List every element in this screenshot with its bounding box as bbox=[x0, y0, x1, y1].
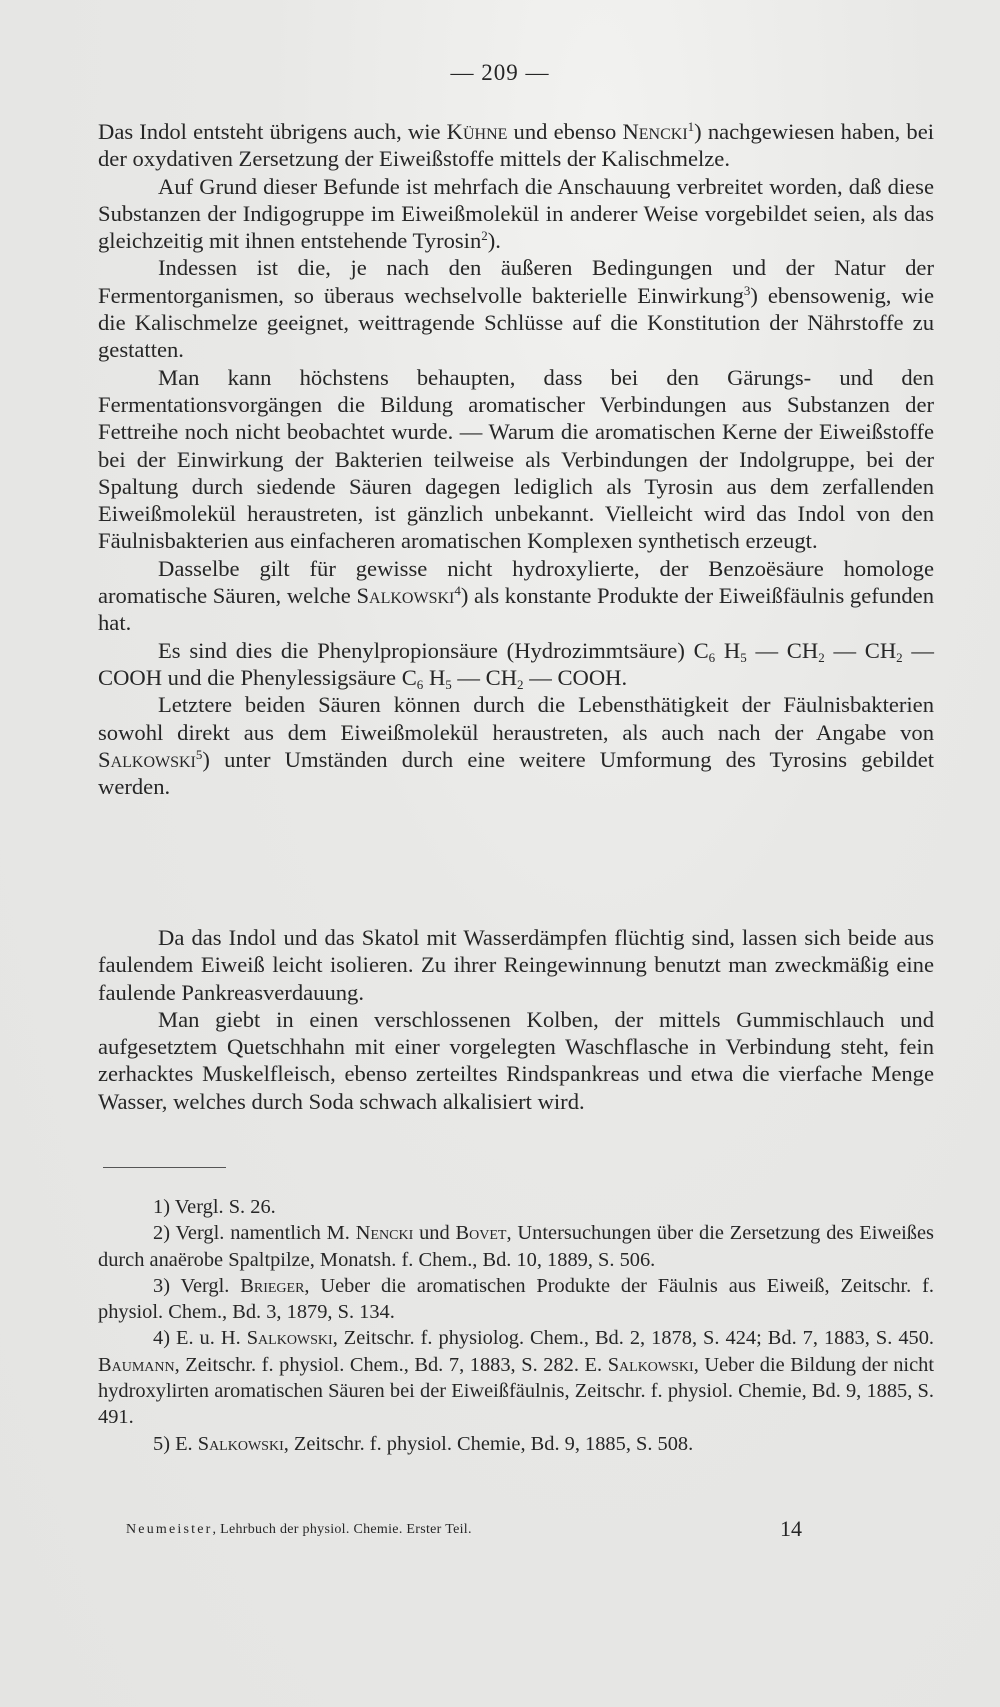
page-footer bbox=[98, 1518, 934, 1544]
text-run: — CH bbox=[746, 637, 819, 663]
author-name: Salkowski bbox=[607, 1353, 694, 1376]
paragraph bbox=[98, 118, 934, 173]
footnote-reference: 2 bbox=[481, 228, 488, 244]
text-run: ) als konstante Produkte der Eiweißfäulnis gefunden hat. bbox=[98, 583, 934, 636]
text-run: ). bbox=[487, 228, 501, 254]
text-run: und bbox=[413, 1222, 456, 1245]
text-run: , Zeitschr. f. physiol. Chemie, Bd. 9, 1885, S. 508. bbox=[283, 1432, 694, 1455]
paragraph bbox=[98, 691, 934, 800]
text-run: 5) E. bbox=[153, 1432, 198, 1455]
paragraph bbox=[98, 555, 934, 637]
paragraph bbox=[98, 924, 934, 1006]
paragraph bbox=[98, 364, 934, 555]
author-name: Brieger bbox=[240, 1274, 305, 1297]
author-name: Kühne bbox=[446, 119, 508, 144]
footer-title: , Lehrbuch der physiol. Chemie. Erster Teil. bbox=[212, 1522, 472, 1537]
footnote-reference: 3 bbox=[743, 282, 751, 298]
author-name: Baumann bbox=[98, 1353, 175, 1376]
footnote-reference: 5 bbox=[195, 746, 203, 762]
formula-subscript: 2 bbox=[896, 649, 903, 665]
formula-subscript: 2 bbox=[517, 676, 524, 692]
text-run: Indessen ist die, je nach den äußeren Bedingungen und der Natur der Fermentorganismen, so überaus wechselvolle bakterielle Einwirkung bbox=[98, 255, 934, 308]
footnote bbox=[98, 1431, 934, 1457]
paragraph bbox=[98, 1006, 934, 1115]
author-name: Salkowski bbox=[98, 746, 196, 772]
formula-subscript: 6 bbox=[708, 649, 716, 665]
page-number: — 209 — bbox=[450, 60, 550, 85]
formula-subscript: 5 bbox=[445, 676, 452, 692]
formula-subscript: 6 bbox=[416, 676, 424, 692]
text-run: ) unter Umständen durch eine weitere Umformung des Tyrosins gebildet werden. bbox=[98, 746, 934, 800]
author-name: Nencki bbox=[622, 119, 688, 144]
paragraph bbox=[98, 254, 934, 363]
text-run: H bbox=[423, 664, 446, 690]
footer-author: Neumeister bbox=[126, 1522, 213, 1537]
text-run: — CH bbox=[451, 664, 518, 690]
author-name: Bovet bbox=[455, 1222, 507, 1245]
footnote-reference: 1 bbox=[687, 119, 695, 134]
formula-subscript: 2 bbox=[818, 649, 825, 665]
text-run: Dasselbe gilt für gewisse nicht hydroxylierte, der Benzoësäure homologe aromatische Säuren, welche bbox=[98, 555, 934, 609]
text-run: Da das Indol und das Skatol mit Wasserdämpfen flüchtig sind, lassen sich beide aus faulendem Eiweiß leicht isolieren. Zu ihrer Reingewinnung benutzt man zweckmäßig eine faulende Pankreasverdauung. bbox=[98, 925, 934, 1005]
text-run: , Ueber die aromatischen Produkte der Fäulnis aus Eiweiß, Zeitschr. f. physiol. Chem., Bd. 3, 1879, S. 134. bbox=[98, 1274, 934, 1324]
author-name: Salkowski bbox=[356, 583, 455, 609]
author-name: Nencki bbox=[355, 1222, 414, 1245]
text-run: Es sind dies die Phenylpropionsäure (Hydrozimmtsäure) C bbox=[158, 637, 709, 663]
main-text-lower bbox=[98, 924, 934, 1115]
footnote-reference: 4 bbox=[454, 583, 461, 599]
text-run: , Zeitschr. f. physiolog. Chem., Bd. 2, 1878, S. 424; Bd. 7, 1883, S. 450. bbox=[332, 1327, 934, 1350]
footnote bbox=[98, 1325, 934, 1430]
footnote bbox=[98, 1273, 934, 1326]
paragraph bbox=[98, 173, 934, 255]
footnote-separator bbox=[103, 1167, 226, 1168]
text-run: ) nachgewiesen haben, bei der oxydativen Zersetzung der Eiweißstoffe mittels der Kalischmelze. bbox=[98, 119, 934, 172]
footnote bbox=[98, 1194, 934, 1220]
text-run: 4) E. u. H. bbox=[153, 1327, 247, 1350]
text-run: Man giebt in einen verschlossenen Kolben, der mittels Gummischlauch und aufgesetztem Quetschhahn mit einer vorgelegten Waschflasche in Verbindung steht, fein zerhacktes Muskelfleisch, ebenso zerteiltes Rindspankreas und etwa die vierfache Menge Wasser, welches durch Soda schwach alkalisiert wird. bbox=[98, 1006, 934, 1114]
footnotes bbox=[98, 1194, 934, 1457]
text-run: und ebenso bbox=[507, 119, 623, 144]
text-run: — CH bbox=[824, 637, 897, 663]
text-run: — COOH und die Phenylessigsäure C bbox=[98, 637, 935, 690]
author-name: Salkowski bbox=[197, 1432, 284, 1455]
text-run: — COOH. bbox=[523, 664, 628, 690]
signature-mark: 14 bbox=[780, 1516, 802, 1541]
text-run: Man kann höchstens behaupten, dass bei den Gärungs- und den Fermentationsvorgängen die Bildung aromatischer Verbindungen aus Substanzen der Fettreihe noch nicht beobachtet wurde. — Warum die aromatischen Kerne der Eiweißstoffe bei der Einwirkung der Bakterien teilweise als Verbindungen der Indolgruppe, bei der Spaltung durch siedende Säuren dagegen lediglich als Tyrosin aus dem zerfallenden Eiweißmolekül heraustreten, ist gänzlich unbekannt. Vielleicht wird das Indol von den Fäulnisbakterien aus einfacheren aromatischen Komplexen synthetisch erzeugt. bbox=[98, 364, 934, 554]
text-run: 1) Vergl. S. 26. bbox=[153, 1196, 276, 1218]
text-run: , Untersuchungen über die Zersetzung des Eiweißes durch anaërobe Spaltpilze, Monatsh. f. Chem., Bd. 10, 1889, S. 506. bbox=[98, 1222, 934, 1271]
formula-subscript: 5 bbox=[740, 649, 747, 665]
text-run: 3) Vergl. bbox=[153, 1274, 241, 1297]
text-run: 2) Vergl. namentlich M. bbox=[153, 1222, 356, 1245]
author-name: Salkowski bbox=[246, 1327, 333, 1350]
paragraph bbox=[98, 637, 934, 692]
footer-imprint bbox=[126, 1522, 472, 1538]
text-run: Auf Grund dieser Befunde ist mehrfach die Anschauung verbreitet worden, daß diese Substanzen der Indigogruppe im Eiweißmolekül in anderer Weise vorgebildet seien, als das gleichzeitig mit ihnen entstehende Tyrosin bbox=[98, 173, 934, 254]
text-run: ) ebensowenig, wie die Kalischmelze geeignet, weittragende Schlüsse auf die Konstitution der Nährstoffe zu gestatten. bbox=[98, 282, 934, 363]
text-run: , Ueber die Bildung der nicht hydroxylirten aromatischen Säuren bei der Eiweißfäulnis, Zeitschr. f. physiol. Chemie, Bd. 9, 1885, S. 491. bbox=[98, 1353, 934, 1429]
main-text-upper bbox=[98, 118, 934, 800]
text-run: Letztere beiden Säuren können durch die Lebensthätigkeit der Fäulnisbakterien sowohl direkt aus dem Eiweißmolekül heraustreten, als auch nach der Angabe von bbox=[98, 692, 934, 745]
text-run: , Zeitschr. f. physiol. Chem., Bd. 7, 1883, S. 282. E. bbox=[174, 1353, 608, 1376]
text-run: H bbox=[715, 637, 741, 663]
text-run: Das Indol entsteht übrigens auch, wie bbox=[98, 119, 447, 144]
footnote bbox=[98, 1220, 934, 1273]
